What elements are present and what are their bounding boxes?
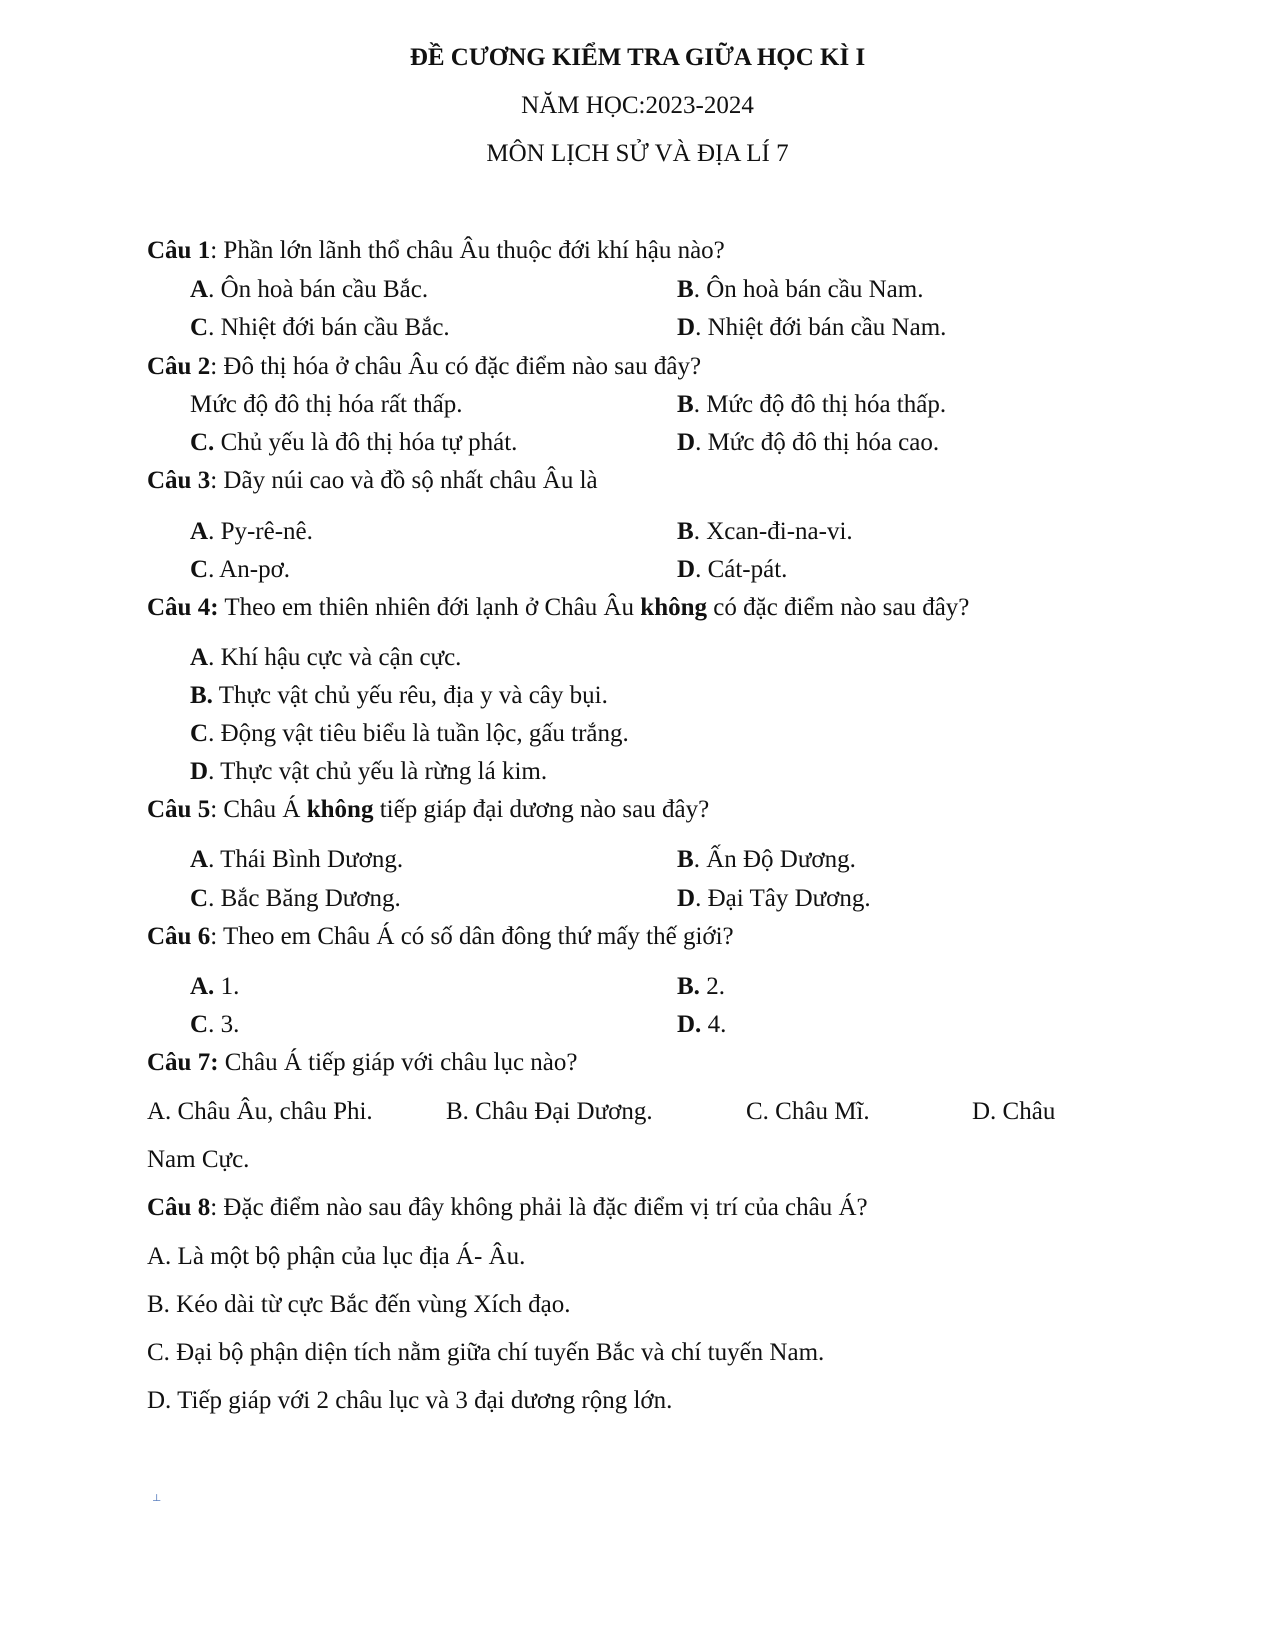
question-7: Câu 7: Châu Á tiếp giáp với châu lục nào? — [147, 1049, 578, 1076]
question-4: Câu 4: Theo em thiên nhiên đới lạnh ở Châu Âu không có đặc điểm nào sau đây? — [147, 594, 970, 621]
q4-option-d: D. Thực vật chủ yếu là rừng lá kim. — [190, 758, 548, 785]
q5-option-b: B. Ấn Độ Dương. — [677, 846, 856, 873]
q2-option-d: D. Mức độ đô thị hóa cao. — [677, 429, 940, 456]
q4-option-b: B. Thực vật chủ yếu rêu, địa y và cây bụi. — [190, 682, 608, 709]
q3-option-d: D. Cát-pát. — [677, 556, 788, 583]
q8-option-a: A. Là một bộ phận của lục địa Á- Âu. — [147, 1243, 526, 1270]
q3-option-a: A. Py-rê-nê. — [190, 518, 313, 545]
q8-option-c: C. Đại bộ phận diện tích nằm giữa chí tuyến Bắc và chí tuyến Nam. — [147, 1339, 825, 1366]
text-cursor-mark: ⊥ — [152, 1493, 162, 1504]
q5-option-d: D. Đại Tây Dương. — [677, 885, 871, 912]
q8-option-d: D. Tiếp giáp với 2 châu lục và 3 đại dương rộng lớn. — [147, 1387, 673, 1414]
q3-option-c: C. An-pơ. — [190, 556, 291, 583]
q1-option-a: A. Ôn hoà bán cầu Bắc. — [190, 276, 429, 303]
q7-option-d: D. Châu — [972, 1098, 1056, 1125]
q4-option-c: C. Động vật tiêu biểu là tuần lộc, gấu trắng. — [190, 720, 629, 747]
q2-option-a: Mức độ đô thị hóa rất thấp. — [190, 391, 463, 418]
q1-option-c: C. Nhiệt đới bán cầu Bắc. — [190, 314, 450, 341]
document-title: ĐỀ CƯƠNG KIỂM TRA GIỮA HỌC KÌ I — [409, 44, 866, 71]
q6-option-d: D. 4. — [677, 1011, 727, 1038]
q6-option-c: C. 3. — [190, 1011, 240, 1038]
q1-option-d: D. Nhiệt đới bán cầu Nam. — [677, 314, 947, 341]
question-5: Câu 5: Châu Á không tiếp giáp đại dương nào sau đây? — [147, 796, 710, 823]
q2-option-c: C. Chủ yếu là đô thị hóa tự phát. — [190, 429, 518, 456]
subject-title: MÔN LỊCH SỬ VÀ ĐỊA LÍ 7 — [486, 140, 789, 167]
q7-option-b: B. Châu Đại Dương. — [446, 1098, 653, 1125]
question-8: Câu 8: Đặc điểm nào sau đây không phải là đặc điểm vị trí của châu Á? — [147, 1194, 868, 1221]
q7-option-d-continued: Nam Cực. — [147, 1146, 250, 1173]
q1-option-b: B. Ôn hoà bán cầu Nam. — [677, 276, 924, 303]
question-1: Câu 1: Phần lớn lãnh thổ châu Âu thuộc đới khí hậu nào? — [147, 237, 725, 264]
question-3: Câu 3: Dãy núi cao và đồ sộ nhất châu Âu là — [147, 467, 598, 494]
q6-option-a: A. 1. — [190, 973, 240, 1000]
q5-option-c: C. Bắc Băng Dương. — [190, 885, 401, 912]
q4-option-a: A. Khí hậu cực và cận cực. — [190, 644, 462, 671]
q8-option-b: B. Kéo dài từ cực Bắc đến vùng Xích đạo. — [147, 1291, 571, 1318]
school-year: NĂM HỌC:2023-2024 — [521, 92, 754, 119]
q3-option-b: B. Xcan-đi-na-vi. — [677, 518, 853, 545]
q7-option-c: C. Châu Mĩ. — [746, 1098, 870, 1125]
q5-option-a: A. Thái Bình Dương. — [190, 846, 404, 873]
question-2: Câu 2: Đô thị hóa ở châu Âu có đặc điểm nào sau đây? — [147, 353, 702, 380]
q2-option-b: B. Mức độ đô thị hóa thấp. — [677, 391, 947, 418]
q7-option-a: A. Châu Âu, châu Phi. — [147, 1098, 373, 1125]
question-6: Câu 6: Theo em Châu Á có số dân đông thứ mấy thế giới? — [147, 923, 734, 950]
q6-option-b: B. 2. — [677, 973, 725, 1000]
